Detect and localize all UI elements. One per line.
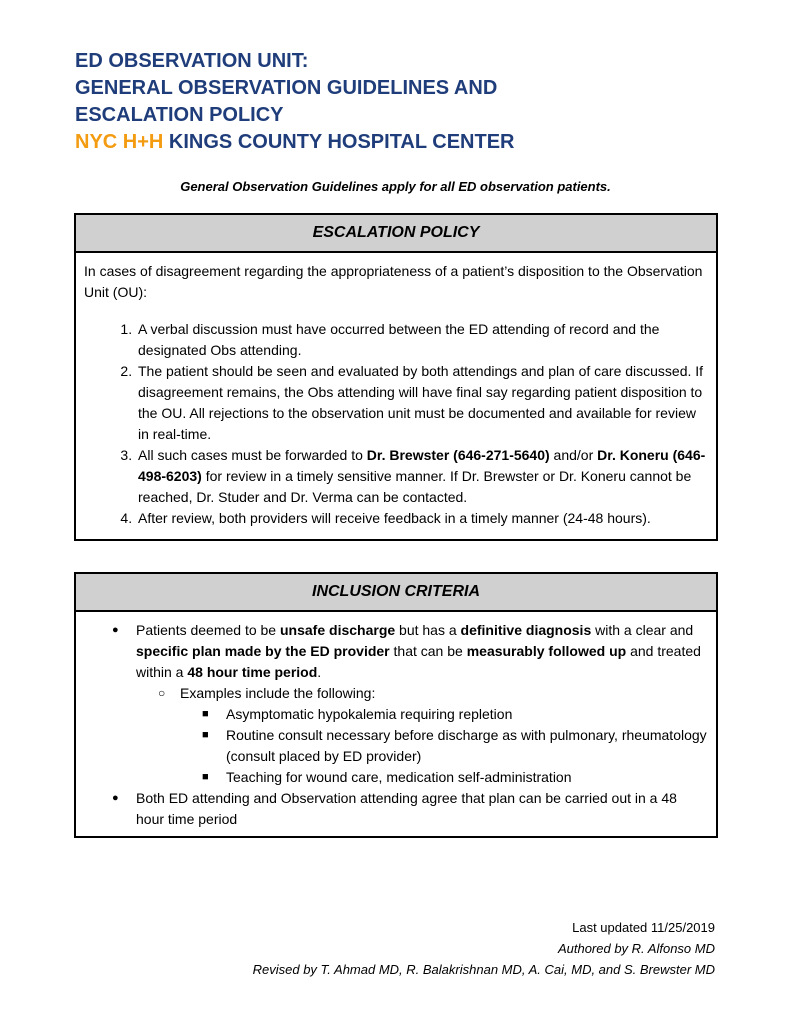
example-item: ■ Routine consult necessary before discharge as with pulmonary, rheumatology (consult placed by ED provider) xyxy=(226,725,708,767)
title-line-3: ESCALATION POLICY xyxy=(75,104,284,126)
examples-list xyxy=(136,683,708,788)
document-footer xyxy=(253,917,715,980)
title-line-1: ED OBSERVATION UNIT: xyxy=(75,50,309,72)
inclusion-item-1 xyxy=(136,620,708,788)
examples-items xyxy=(180,704,708,788)
emphasis: specific plan made by the ED provider xyxy=(136,643,390,659)
last-updated: Last updated 11/25/2019 xyxy=(572,920,715,935)
text: that can be xyxy=(389,643,467,659)
escalation-step-4: 4. After review, both providers will receive feedback in a timely manner (24-48 hours). xyxy=(136,508,708,529)
contact-koneru: Dr. Koneru (646-498-6203) xyxy=(138,447,706,484)
authored-by: Authored by R. Alfonso MD xyxy=(557,941,715,956)
examples-label xyxy=(180,683,708,788)
text: but has a xyxy=(395,622,461,638)
step-3-text-e: for review in a timely sensitive manner. If Dr. Brewster or Dr. Koneru cannot be reached, Dr. Studer and Dr. Verma can be contacted. xyxy=(138,468,692,505)
example-item: ■ Asymptomatic hypokalemia requiring repletion xyxy=(226,704,708,725)
escalation-policy-body xyxy=(76,253,716,539)
text: and treated within a xyxy=(136,643,701,680)
escalation-policy-heading: ESCALATION POLICY xyxy=(76,215,716,253)
title-line-2: GENERAL OBSERVATION GUIDELINES AND xyxy=(75,77,498,99)
escalation-policy-box xyxy=(74,213,718,541)
escalation-step-2: 2. The patient should be seen and evaluated by both attendings and plan of care discussed. If disagreement remains, the Obs attending will have final say regarding patient disposition to the OU. All rejections to the observation unit must be documented and available for review in real-time. xyxy=(136,361,708,445)
document-title xyxy=(75,48,515,156)
example-item: ■ Teaching for wound care, medication self-administration xyxy=(226,767,708,788)
hospital-system-name: NYC H+H xyxy=(75,131,164,153)
inclusion-criteria-heading: INCLUSION CRITERIA xyxy=(76,574,716,612)
inclusion-criteria-body xyxy=(76,612,716,836)
inclusion-item-2: ● Both ED attending and Observation attending agree that plan can be carried out in a 48 hour time period xyxy=(136,788,708,830)
escalation-intro: In cases of disagreement regarding the appropriateness of a patient’s disposition to the Observation Unit (OU): xyxy=(84,263,703,300)
step-3-text-c: and/or xyxy=(549,447,598,463)
escalation-step-1: 1. A verbal discussion must have occurred between the ED attending of record and the designated Obs attending. xyxy=(136,319,708,361)
contact-brewster: Dr. Brewster (646-271-5640) xyxy=(366,447,550,463)
subtitle: General Observation Guidelines apply for all ED observation patients. xyxy=(180,179,611,194)
text: with a clear and xyxy=(591,622,694,638)
emphasis: measurably followed up xyxy=(466,643,627,659)
escalation-step-3 xyxy=(136,445,708,508)
revised-by: Revised by T. Ahmad MD, R. Balakrishnan MD, A. Cai, MD, and S. Brewster MD xyxy=(252,962,715,977)
text: . xyxy=(317,664,322,680)
title-line-4 xyxy=(75,129,515,156)
escalation-steps xyxy=(84,319,708,529)
emphasis: unsafe discharge xyxy=(280,622,396,638)
hospital-name: KINGS COUNTY HOSPITAL CENTER xyxy=(163,131,515,153)
emphasis: definitive diagnosis xyxy=(460,622,592,638)
emphasis: 48 hour time period xyxy=(187,664,318,680)
inclusion-list xyxy=(84,620,708,830)
text: Patients deemed to be xyxy=(136,622,280,638)
step-3-text-a: All such cases must be forwarded to xyxy=(138,447,367,463)
inclusion-criteria-box xyxy=(74,572,718,838)
examples-label-text: Examples include the following: xyxy=(180,685,376,701)
